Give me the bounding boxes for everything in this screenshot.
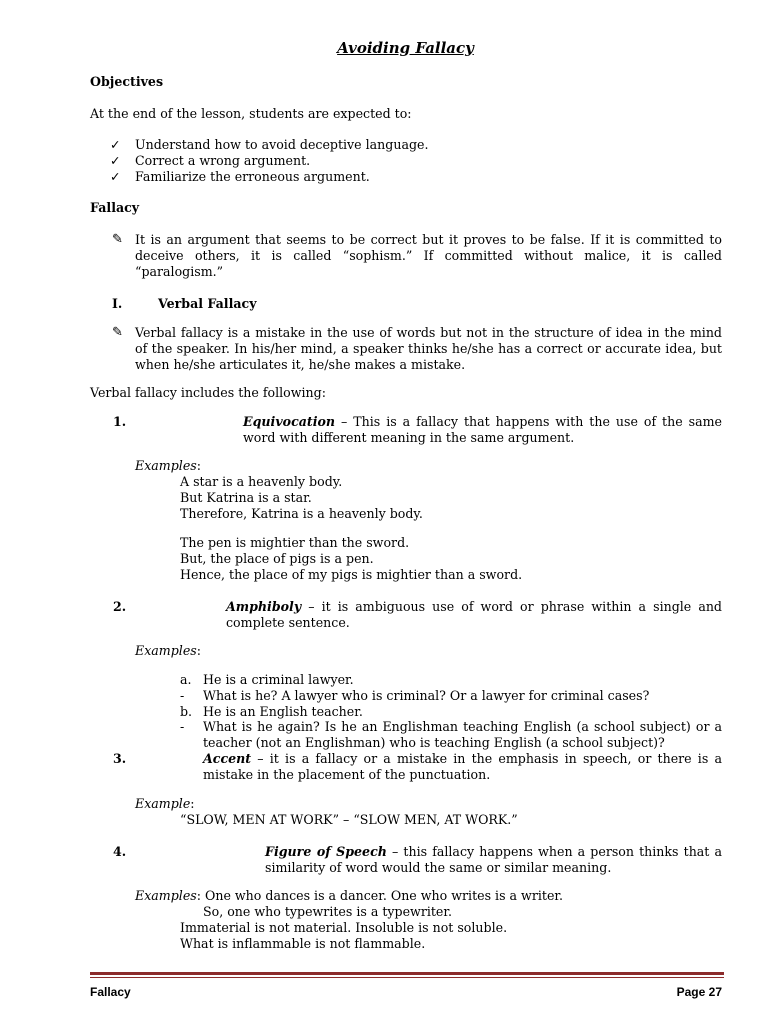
verbal-definition: Verbal fallacy is a mistake in the use of words but not in the structure of idea in the mind of the speaker. In his/her mind, a speaker thinks he/she has a correct or accurate idea, but when he/she articulates it, he/she makes a mistake. [135, 325, 722, 372]
example-line: A star is a heavenly body. [180, 474, 343, 489]
list-marker: - [180, 719, 185, 734]
example-line: Hence, the place of my pigs is mightier than a sword. [180, 567, 523, 582]
objective-item [110, 137, 121, 153]
example-line: Immaterial is not material. Insoluble is not soluble. [180, 920, 508, 935]
item-term: Accent [203, 751, 252, 766]
examples-label: Examples [135, 888, 197, 903]
list-item: What is he? A lawyer who is criminal? Or a lawyer for criminal cases? [203, 688, 650, 703]
examples-label-row: Examples: One who dances is a dancer. One who writes is a writer. [135, 888, 564, 903]
examples-label-row: Examples: [135, 458, 202, 473]
item-text: – This is a fallacy that happens with the use of the same word with different meaning in the same argument. [243, 414, 722, 445]
check-icon: ✓ [110, 169, 121, 184]
example-line: But Katrina is a star. [180, 490, 312, 505]
item-number: 4. [113, 844, 127, 859]
objective-text: Understand how to avoid deceptive language. [135, 137, 429, 152]
examples-label: Example [135, 796, 191, 811]
item-term: Amphiboly [226, 599, 302, 614]
objective-text: Familiarize the erroneous argument. [135, 169, 370, 184]
check-icon: ✓ [110, 137, 121, 152]
item-text: – it is a fallacy or a mistake in the emphasis in speech, or there is a mistake in the placement of the punctuation. [203, 751, 722, 782]
item-definition [265, 844, 722, 876]
section-heading: Verbal Fallacy [158, 296, 257, 311]
item-number: 2. [113, 599, 127, 614]
examples-label-row: Example: [135, 796, 195, 811]
examples-label-row: Examples: [135, 643, 202, 658]
item-term: Figure of Speech [265, 844, 387, 859]
list-marker: b. [180, 704, 193, 719]
objective-item [110, 169, 121, 185]
objective-text: Correct a wrong argument. [135, 153, 311, 168]
item-definition [203, 751, 722, 783]
objective-item [110, 153, 121, 169]
example-line: But, the place of pigs is a pen. [180, 551, 374, 566]
item-text: – this fallacy happens when a person thinks that a similarity of word would the same or similar meaning. [265, 844, 722, 875]
example-line: Therefore, Katrina is a heavenly body. [180, 506, 423, 521]
objectives-intro: At the end of the lesson, students are expected to: [90, 106, 412, 121]
check-icon: ✓ [110, 153, 121, 168]
examples-label: Examples [135, 458, 197, 473]
example-line: “SLOW, MEN AT WORK” – “SLOW MEN, AT WORK.” [180, 812, 518, 827]
page-title: Avoiding Fallacy [337, 39, 474, 57]
item-number: 1. [113, 414, 127, 429]
item-definition [243, 414, 722, 446]
item-text: – it is ambiguous use of word or phrase within a single and complete sentence. [226, 599, 722, 630]
list-item: He is an English teacher. [203, 704, 363, 719]
examples-label: Examples [135, 643, 197, 658]
verbal-includes: Verbal fallacy includes the following: [90, 385, 326, 400]
footer-rule [90, 977, 724, 978]
example-line: The pen is mightier than the sword. [180, 535, 410, 550]
pencil-icon: ✎ [112, 325, 123, 340]
fallacy-heading: Fallacy [90, 200, 140, 215]
item-number: 3. [113, 751, 127, 766]
list-item: What is he again? Is he an Englishman teaching English (a school subject) or a teacher (not an Englishman) who is teaching English (a school subject)? [203, 719, 722, 750]
fallacy-definition: It is an argument that seems to be correct but it proves to be false. If it is committed to deceive others, it is called “sophism.” If committed without malice, it is called “paralogism.” [135, 232, 722, 279]
section-numeral: I. [112, 296, 123, 311]
list-marker: a. [180, 672, 192, 687]
objectives-heading: Objectives [90, 74, 164, 89]
example-line: What is inflammable is not flammable. [180, 936, 426, 951]
footer-rule [90, 972, 724, 975]
pencil-icon: ✎ [112, 232, 123, 247]
footer-title: Fallacy [90, 985, 131, 999]
list-marker: - [180, 688, 185, 703]
item-definition [226, 599, 722, 631]
example-line: One who dances is a dancer. One who writes is a writer. [205, 888, 564, 903]
example-line: So, one who typewrites is a typewriter. [203, 904, 453, 919]
list-item: He is a criminal lawyer. [203, 672, 354, 687]
page-number: Page 27 [676, 985, 722, 999]
item-term: Equivocation [243, 414, 336, 429]
